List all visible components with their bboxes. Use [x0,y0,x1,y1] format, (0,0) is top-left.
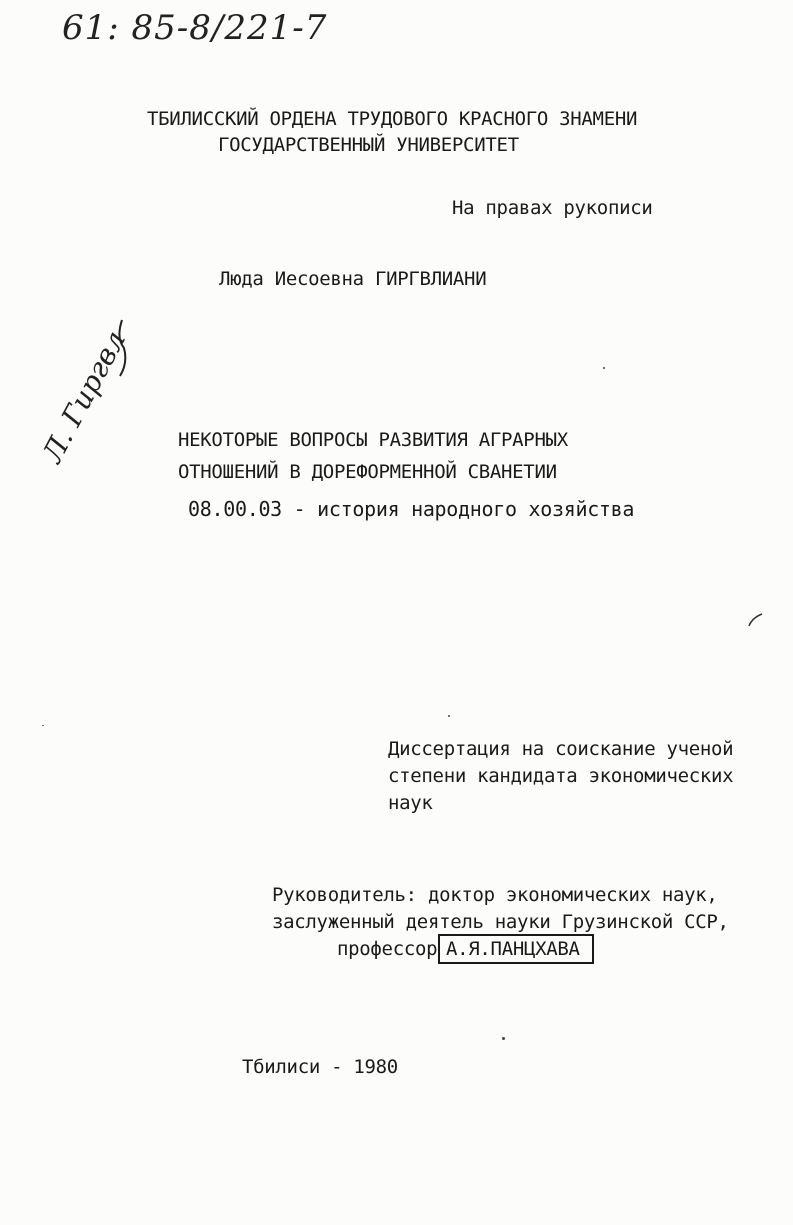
supervisor-line3-prefix: профессор [337,938,438,960]
author-signature: Л. Гиргвл [35,325,133,468]
dissertation-purpose-line1: Диссертация на соискание ученой [388,738,734,760]
university-name-line1: ТБИЛИССКИЙ ОРДЕНА ТРУДОВОГО КРАСНОГО ЗНАМЕНИ [147,108,638,130]
paper-speck [42,725,44,726]
paper-speck [603,367,605,369]
supervisor-name-boxed: А.Я.ПАНЦХАВА [438,934,594,964]
supervisor-line1: Руководитель: доктор экономических наук, [272,884,718,906]
paper-speck [448,715,450,717]
specialty-code: 08.00.03 - история народного хозяйства [188,497,635,521]
signature-stroke-icon [112,318,132,378]
author-name: Люда Иесоевна ГИРГВЛИАНИ [219,268,487,290]
city-year: Тбилиси - 1980 [242,1056,398,1078]
dissertation-title-line2: ОТНОШЕНИЙ В ДОРЕФОРМЕННОЙ СВАНЕТИИ [178,461,557,483]
archive-code-handwritten: 61: 85-8/221-7 [62,8,328,48]
dissertation-title-line1: НЕКОТОРЫЕ ВОПРОСЫ РАЗВИТИЯ АГРАРНЫХ [178,429,568,451]
dissertation-purpose-line3: наук [388,792,433,814]
dissertation-purpose-line2: степени кандидата экономических [388,765,734,787]
manuscript-rights-note: На правах рукописи [452,197,653,219]
paper-speck [502,1037,505,1040]
pen-mark-icon [746,612,764,628]
university-name-line2: ГОСУДАРСТВЕННЫЙ УНИВЕРСИТЕТ [218,134,519,156]
supervisor-line2: заслуженный деятель науки Грузинской ССР, [272,911,729,933]
